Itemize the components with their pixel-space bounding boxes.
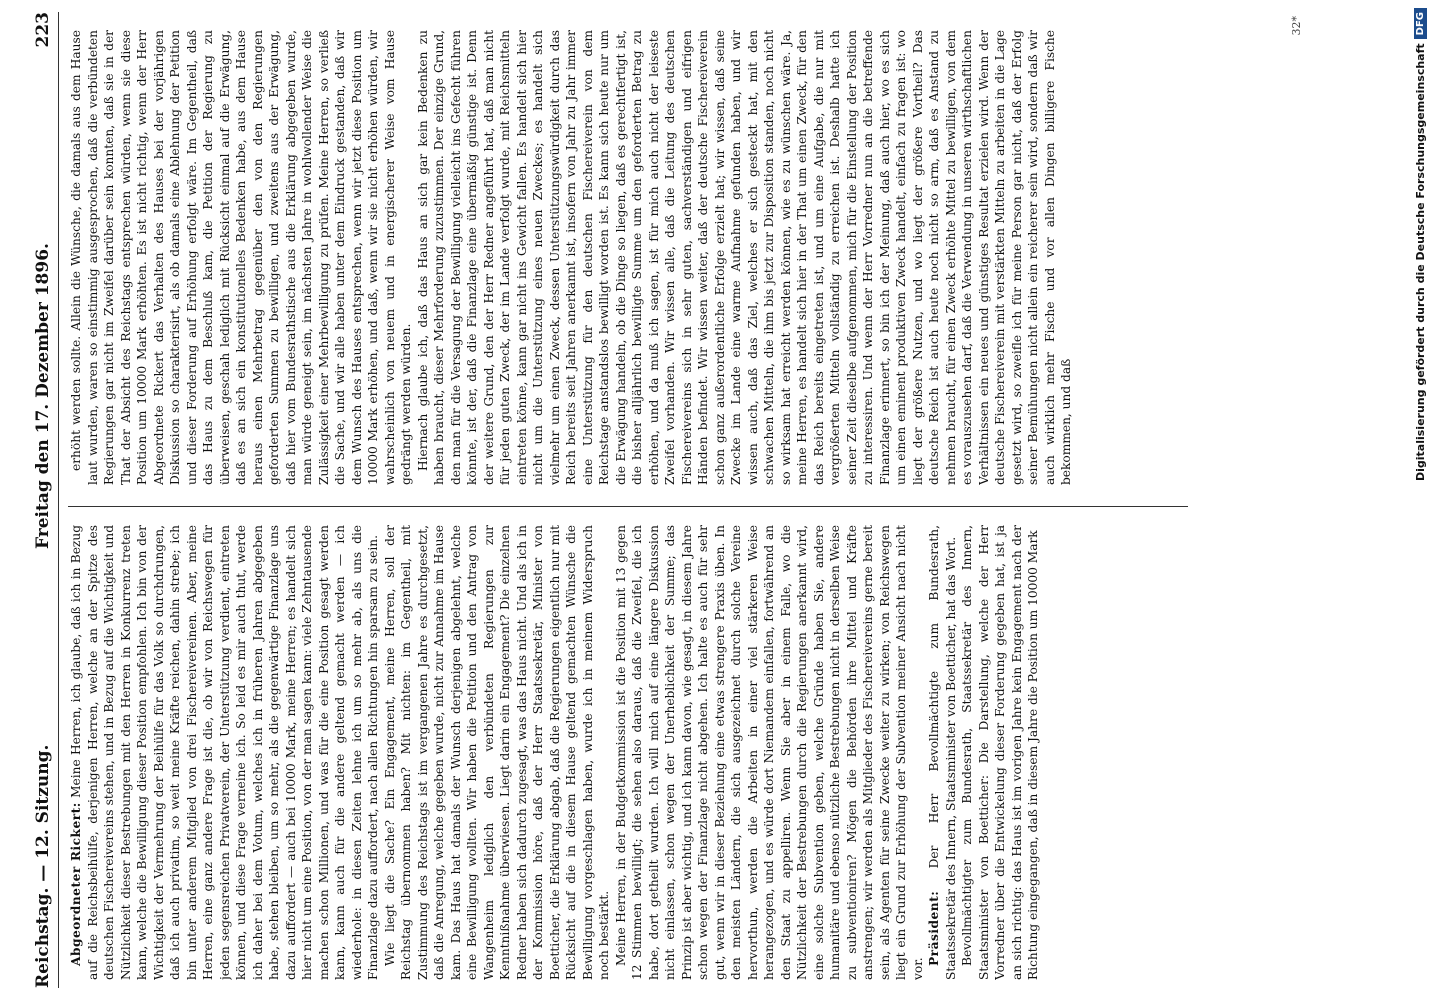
paragraph-text: Meine Herren, ich glaube, daß ich in Bezug auf die Reichsbeihülfe, derjenigen Herren, welche an der Spitze des deutschen Fischereivereins stehen, und in Bezug auf die Wichtigkeit und Nützlichkeit dieser Bestrebungen mit den Herren in Konkurrenz treten kann, welche die Bewilligung dieser Position empfohlen. Ich bin von der Wichtigkeit der Vermehrung der Beihülfe für das Volk so durchdrungen, daß ich auch privatim, so weit meine Kräfte reichen, dahin strebe; ich bin unter anderem Mitglied von drei Fischereivereinen. Aber, meine Herren, eine ganz andere Frage ist die, ob wir von Reichswegen für jeden segensreichen Privatverein, der Unterstützung verdient, eintreten können, und diese Frage verneine ich. So leid es mir auch thut, werde ich daher bei dem Votum, welches ich in früheren Jahren abgegeben habe, stehen bleiben, um so mehr, als die gegenwärtige Finanzlage uns dazu auffordert — auch bei 10000 Mark, meine Herren; es handelt sich hier nicht um eine Position, von der man sagen kann: viele Zehntausende machen schon Millionen, und was für die eine Position gesagt werden kann, kann auch für die andere geltend gemacht werden — ich wiederhole: in diesen Zeiten lehne ich um so mehr ab, als uns die Finanzlage dazu auffordert, nach allen Richtungen hin sparsam zu sein. [69,525,380,980]
page-number: 223 [33,12,53,48]
page-header [30,12,56,988]
dfg-sidebar [1408,0,1432,1000]
left-column [68,525,1218,980]
column-divider [68,506,1188,507]
dfg-logo: DFG [1414,8,1427,39]
paragraph [926,525,959,980]
paragraph-text: Der Herr Bevollmächtigte zum Bundesrath, Staatssekretär des Innern, Staatsminister von Boetticher, hat das Wort. [927,525,958,980]
dfg-credit: Digitalisierung gefördert durch die Deutsche Forschungsgemeinschaft [1413,43,1427,482]
paragraph [415,30,1075,485]
speaker-name: Abgeordneter Rickert: [69,802,83,966]
paragraph [613,525,927,980]
paragraph-text: erhöht werden sollte. Allein die Wünsche, die damals aus dem Hause laut wurden, waren so einstimmig ausgesprochen, daß die verbündeten Regierungen gar nicht im Zweifel darüber sein konnten, daß sie in der That der Absicht des Reichstags entsprechen würden, wenn sie diese Position um 10000 Mark erhöhten. Es ist nicht richtig, wenn der Herr Abgeordnete Rickert das Verhalten des Hauses bei der vorjährigen Diskussion so charakterisirt, als ob damals eine Ablehnung der Petition und dieser Forderung auf Erhöhung erfolgt wäre. Im Gegentheil, daß das Haus zu dem Beschluß kam, die Petition der Regierung zu überweisen, geschah lediglich mit Rücksicht einmal auf die Erwägung, daß es an sich ein konstitutionelles Bedenken habe, aus dem Hause heraus einen Mehrbetrag gegenüber den von den Regierungen geforderten Summen zu bewilligen, und zweitens aus der Erwägung, daß hier vom Bundesrathstische aus die Erklärung abgegeben wurde, man würde geneigt sein, im nächsten Jahre in wohlwollender Weise die Zulässigkeit einer Mehrbewilligung zu prüfen. Meine Herren, so verließ die Sache, und wir alle haben unter dem Eindruck gestanden, daß wir dem Wunsch des Hauses entsprechen, wenn wir jetzt diese Position um 10000 Mark erhöhen, und daß, wenn wir sie nicht erhöhen würden, wir wahrscheinlich von neuem und in energischerer Weise vom Hause gedrängt werden würden. [69,30,413,485]
paragraph [68,525,382,980]
right-column [68,30,1218,485]
paragraph-text: Hiernach glaube ich, daß das Haus an sich gar kein Bedenken zu haben braucht, dieser Mehrforderung zuzustimmen. Der einzige Grund, den man für die Versagung der Bewilligung vielleicht ins Gefecht führen könnte, ist der, daß die Finanzlage eine übermäßig günstige ist. Denn der weitere Grund, den der Herr Redner angeführt hat, daß man nicht für jeden guten Zweck, der im Lande verfolgt wurde, mit Reichsmitteln eintreten könne, kann gar nicht ins Gewicht fallen. Es handelt sich hier nicht um die Unterstützung eines neuen Zweckes; es handelt sich vielmehr um einen Zweck, dessen Unterstützungswürdigkeit durch das Reich bereits seit Jahren anerkannt ist, insofern von Jahr zu Jahr immer eine Unterstützung für den deutschen Fischereiverein von dem Reichstage anstandslos bewilligt worden ist. Es kann sich heute nur um die Erwägung handeln, ob die Dinge so liegen, daß es gerechtfertigt ist, die bisher alljährlich bewilligte Summe um den geforderten Betrag zu erhöhen, und da muß ich sagen, ist für mich auch nicht der leiseste Zweifel vorhanden. Wir wissen alle, daß die Leitung des deutschen Fischereivereins sich in sehr guten, sachverständigen und eifrigen Händen befindet. Wir wissen weiter, daß der deutsche Fischereiverein schon ganz außerordentliche Erfolge erzielt hat; wir wissen, daß seine Zwecke im Lande eine warme Aufnahme gefunden haben, und wir wissen auch, daß das Ziel, welches er sich gesteckt hat, mit den schwachen Mitteln, die ihm bis jetzt zur Disposition standen, noch nicht so wirksam hat erreicht werden können, wie es zu wünschen wäre. Ja, meine Herren, es handelt sich hier in der That um einen Zweck, für den das Reich bereits eingetreten ist, und um eine Aufgabe, die nur mit vergrößerten Mitteln vollständig zu erreichen ist. Deshalb hatte ich seiner Zeit dieselbe aufgenommen, mich für die Einstellung der Position zu interessiren. Und wenn der Herr Vorredner nun an die betreffende Finanzlage erinnert, so bin ich der Meinung, daß auch hier, wo es sich um einen eminent produktiven Zweck handelt, einfach zu fragen ist: wo liegt der größere Nutzen, und wo liegt der größere Vortheil? Das deutsche Reich ist auch heute noch nicht so arm, daß es Anstand zu nehmen braucht, für einen Zweck erhöhte Mittel zu bewilligen, von dem es vorauszusehen darf, daß die Verwendung in unseren wirthschaftlichen Verhältnissen ein neues und günstiges Resultat erzielen wird. Wenn der deutsche Fischereiverein mit verstärkten Mitteln zu arbeiten in die Lage gesetzt wird, so zweifle ich für meine Person gar nicht, daß der Erfolg seiner Bemühungen nicht allein ein reicherer sein wird, sondern daß wir auch wirklich mehr Fische und vor allen Dingen billigere Fische bekommen, und daß [415,30,1073,485]
paragraph [382,525,613,980]
header-rule [58,12,59,988]
paragraph-text: Bevollmächtigter zum Bundesrath, Staatssekretär des Innern, Staatsminister von Boetticher: Die Darstellung, welche der Herr Vorredner über die Entwickelung dieser Forderung gegeben hat, ist ja an sich richtig: das Haus ist im vorigen Jahre kein Engagement nach der Richtung eingegangen, daß in diesem Jahre die Position um 10000 Mark [960,525,1040,980]
header-left: Reichstag. — 12. Sitzung. [33,744,53,988]
paragraph-text: Meine Herren, in der Budgetkommission ist die Position mit 13 gegen 12 Stimmen bewilligt; die sehen also daraus, daß die Zweifel, die ich habe, dort getheilt wurden. Ich will mich auf eine längere Diskussion nicht einlassen, schon wegen der Unerheblichkeit der Summe; das Prinzip ist aber wichtig, und ich kann davon, wie gesagt, in diesem Jahre schon wegen der Finanzlage nicht abgehen. Ich halte es auch für sehr gut, wenn wir in dieser Beziehung eine etwas strengere Praxis üben. In den meisten Ländern, die sich ausgezeichnet durch solche Vereine hervorthun, werden die Arbeiten in einer viel stärkeren Weise herangezogen, und es würde dort Niemandem einfallen, fortwährend an den Staat zu appelliren. Wenn Sie aber in einem Falle, wo die Nützlichkeit der Bestrebungen durch die Regierungen anerkannt wird, eine solche Subvention geben, welche Gründe haben Sie, andere humanitäre und ebenso nützliche Bestrebungen nicht in derselben Weise zu subventioniren? Mögen die Behörden ihre Mittel und Kräfte anstrengen; wir werden als Mitglieder des Fischereivereins gerne bereit sein, als Agenten für seine Zwecke weiter zu wirken; von Reichswegen liegt ein Grund zur Erhöhung der Subvention meiner Ansicht nach nicht vor. [613,525,925,980]
paragraph-text: Wie liegt die Sache? Ein Engagement, meine Herren, soll der Reichstag übernommen haben? Mit nichten: im Gegentheil, mit Zustimmung des Reichstags ist im vergangenen Jahre es durchgesetzt, daß die Anregung, welche gegeben wurde, nicht zur Annahme im Hause kam. Das Haus hat damals der Wunsch derjenigen abgelehnt, welche eine Bewilligung wollten. Wir haben die Petition und den Antrag von Wangenheim lediglich den verbündeten Regierungen zur Kenntnißnahme überwiesen. Liegt darin ein Engagement? Die einzelnen Redner haben sich dadurch zugesagt, was das Haus nicht. Und als ich in der Kommission höre, daß der Herr Staatssekretär, Minister von Boetticher, die Erklärung abgab, daß die Regierungen eigentlich nur mit Rücksicht auf die in diesem Hause geltend gemachten Wünsche die Bewilligung vorgeschlagen haben, wurde ich in meinem Widerspruch noch bestärkt. [382,525,611,980]
speaker-name: Präsident: [927,890,941,966]
header-date: Freitag den 17. Dezember 1896. [33,243,53,550]
paragraph [959,525,1042,980]
paragraph [68,30,415,485]
signature-mark: 32* [1290,16,1303,36]
